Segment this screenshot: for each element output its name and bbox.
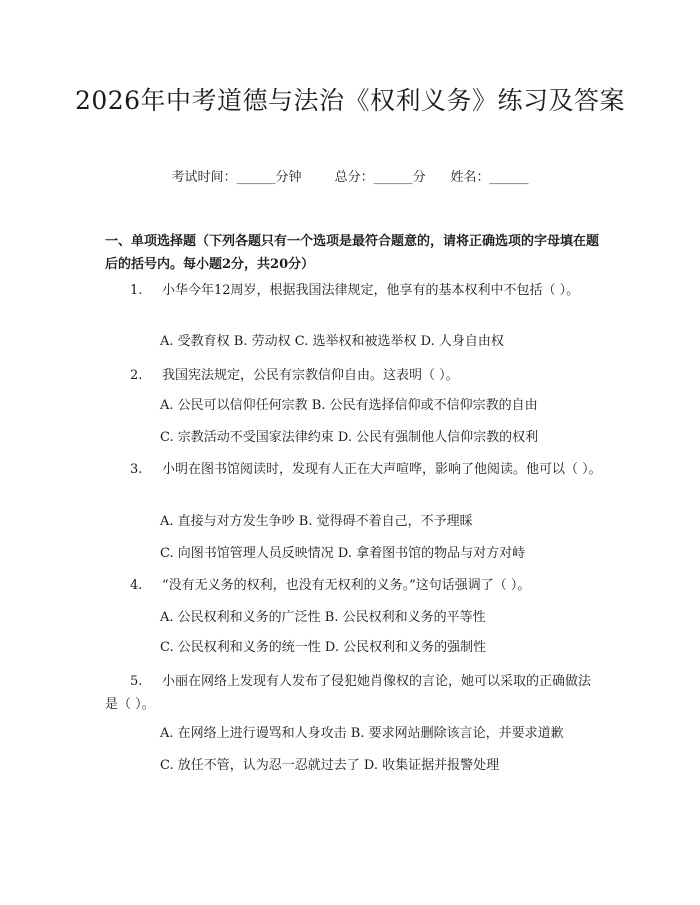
section-heading: 一、单项选择题（下列各题只有一个选项是最符合题意的，请将正确选项的字母填在题后的括号内。每小题2分，共20分） bbox=[105, 234, 600, 272]
question-number: 4. bbox=[130, 578, 143, 593]
time-unit: 分钟 bbox=[275, 170, 302, 185]
question-4 bbox=[105, 574, 602, 597]
question-3 bbox=[105, 458, 602, 481]
question-5 bbox=[105, 670, 602, 716]
score-label: 总分： bbox=[334, 170, 374, 185]
question-2-options-ab: A. 公民可以信仰任何宗教 B. 公民有选择信仰或不信仰宗教的自由 bbox=[160, 398, 538, 413]
score-blank: ______ bbox=[373, 170, 413, 185]
question-3-options-ab: A. 直接与对方发生争吵 B. 觉得碍不着自己，不予理睬 bbox=[160, 514, 473, 529]
name-blank: ______ bbox=[489, 170, 529, 185]
question-4-options-cd: C. 公民权利和义务的统一性 D. 公民权利和义务的强制性 bbox=[160, 640, 487, 655]
score-unit: 分 bbox=[412, 170, 426, 185]
exam-info-line bbox=[0, 169, 700, 187]
question-2 bbox=[105, 364, 602, 387]
question-1-options: A. 受教育权 B. 劳动权 C. 选举权和被选举权 D. 人身自由权 bbox=[160, 334, 504, 349]
question-number: 2. bbox=[130, 368, 143, 383]
question-stem: 小华今年12周岁，根据我国法律规定，他享有的基本权利中不包括（ ）。 bbox=[162, 283, 580, 298]
question-5-options-ab: A. 在网络上进行谩骂和人身攻击 B. 要求网站删除该言论，并要求道歉 bbox=[160, 726, 564, 741]
question-3-options-cd: C. 向图书馆管理人员反映情况 D. 拿着图书馆的物品与对方对峙 bbox=[160, 546, 526, 561]
time-label: 考试时间： bbox=[171, 170, 237, 185]
time-blank: ______ bbox=[236, 170, 276, 185]
question-stem: 小明在图书馆阅读时，发现有人正在大声喧哗，影响了他阅读。他可以（ ）。 bbox=[162, 462, 602, 477]
question-stem: 小丽在网络上发现有人发布了侵犯她肖像权的言论，她可以采取的正确做法是（ ）。 bbox=[105, 674, 592, 712]
question-stem: 我国宪法规定，公民有宗教信仰自由。这表明（ ）。 bbox=[162, 368, 459, 383]
question-2-options-cd: C. 宗教活动不受国家法律约束 D. 公民有强制他人信仰宗教的权利 bbox=[160, 430, 539, 445]
page-title: 2026年中考道德与法治《权利义务》练习及答案 bbox=[74, 86, 626, 115]
question-stem: “没有无义务的权利，也没有无权利的义务。”这句话强调了（ ）。 bbox=[162, 578, 531, 593]
question-number: 1. bbox=[130, 283, 143, 298]
question-number: 5. bbox=[130, 674, 143, 689]
name-label: 姓名： bbox=[450, 170, 490, 185]
question-1 bbox=[105, 279, 602, 302]
question-5-options-cd: C. 放任不管，认为忍一忍就过去了 D. 收集证据并报警处理 bbox=[160, 758, 500, 773]
question-4-options-ab: A. 公民权利和义务的广泛性 B. 公民权利和义务的平等性 bbox=[160, 610, 486, 625]
question-number: 3. bbox=[130, 462, 143, 477]
